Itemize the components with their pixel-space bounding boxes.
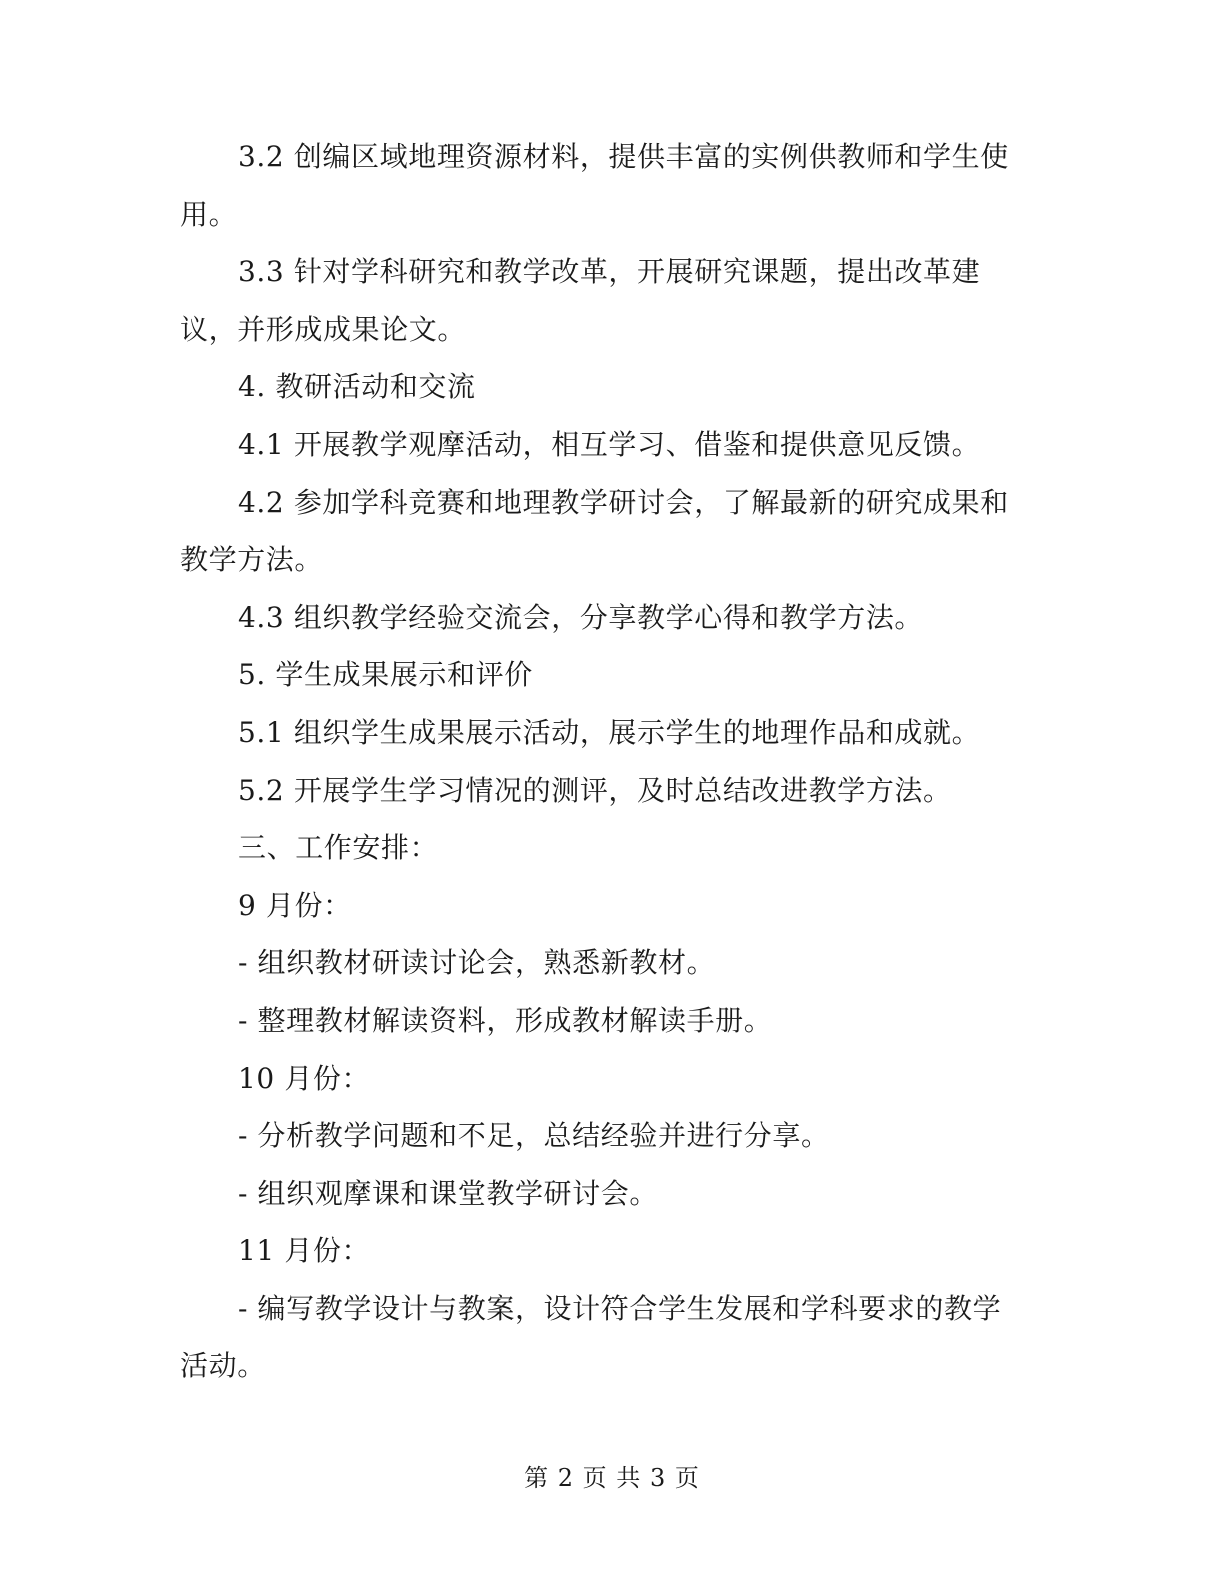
paragraph-4-3: 4.3 组织教学经验交流会，分享教学心得和教学方法。 [238, 600, 924, 634]
list-item: - 分析教学问题和不足，总结经验并进行分享。 [238, 1119, 830, 1153]
list-item: - 组织观摩课和课堂教学研讨会。 [238, 1176, 658, 1210]
paragraph-3-2: 3.2 创编区域地理资源材料，提供丰富的实例供教师和学生使用。 [180, 140, 1009, 231]
paragraph-4-2: 4.2 参加学科竞赛和地理教学研讨会，了解最新的研究成果和教学方法。 [180, 485, 1009, 577]
month-heading-november: 11 月份： [238, 1234, 371, 1268]
document-body [180, 128, 1015, 1395]
paragraph-5-2: 5.2 开展学生学习情况的测评，及时总结改进教学方法。 [238, 773, 952, 807]
page-number-footer: 第 2 页 共 3 页 [524, 1464, 700, 1492]
list-item: - 整理教材解读资料，形成教材解读手册。 [238, 1003, 773, 1037]
month-heading-september: 9 月份： [238, 888, 352, 922]
list-item: - 编写教学设计与教案，设计符合学生发展和学科要求的教学活动。 [180, 1291, 1002, 1383]
list-item: - 组织教材研读讨论会，熟悉新教材。 [238, 946, 716, 980]
section-heading-4: 4. 教研活动和交流 [238, 370, 476, 404]
paragraph-5-1: 5.1 组织学生成果展示活动，展示学生的地理作品和成就。 [238, 715, 981, 749]
month-heading-october: 10 月份： [238, 1061, 371, 1095]
section-heading-schedule: 三、工作安排： [238, 831, 439, 865]
paragraph-4-1: 4.1 开展教学观摩活动，相互学习、借鉴和提供意见反馈。 [238, 427, 981, 461]
section-heading-5: 5. 学生成果展示和评价 [238, 658, 533, 692]
paragraph-3-3: 3.3 针对学科研究和教学改革，开展研究课题，提出改革建议，并形成成果论文。 [180, 255, 981, 346]
